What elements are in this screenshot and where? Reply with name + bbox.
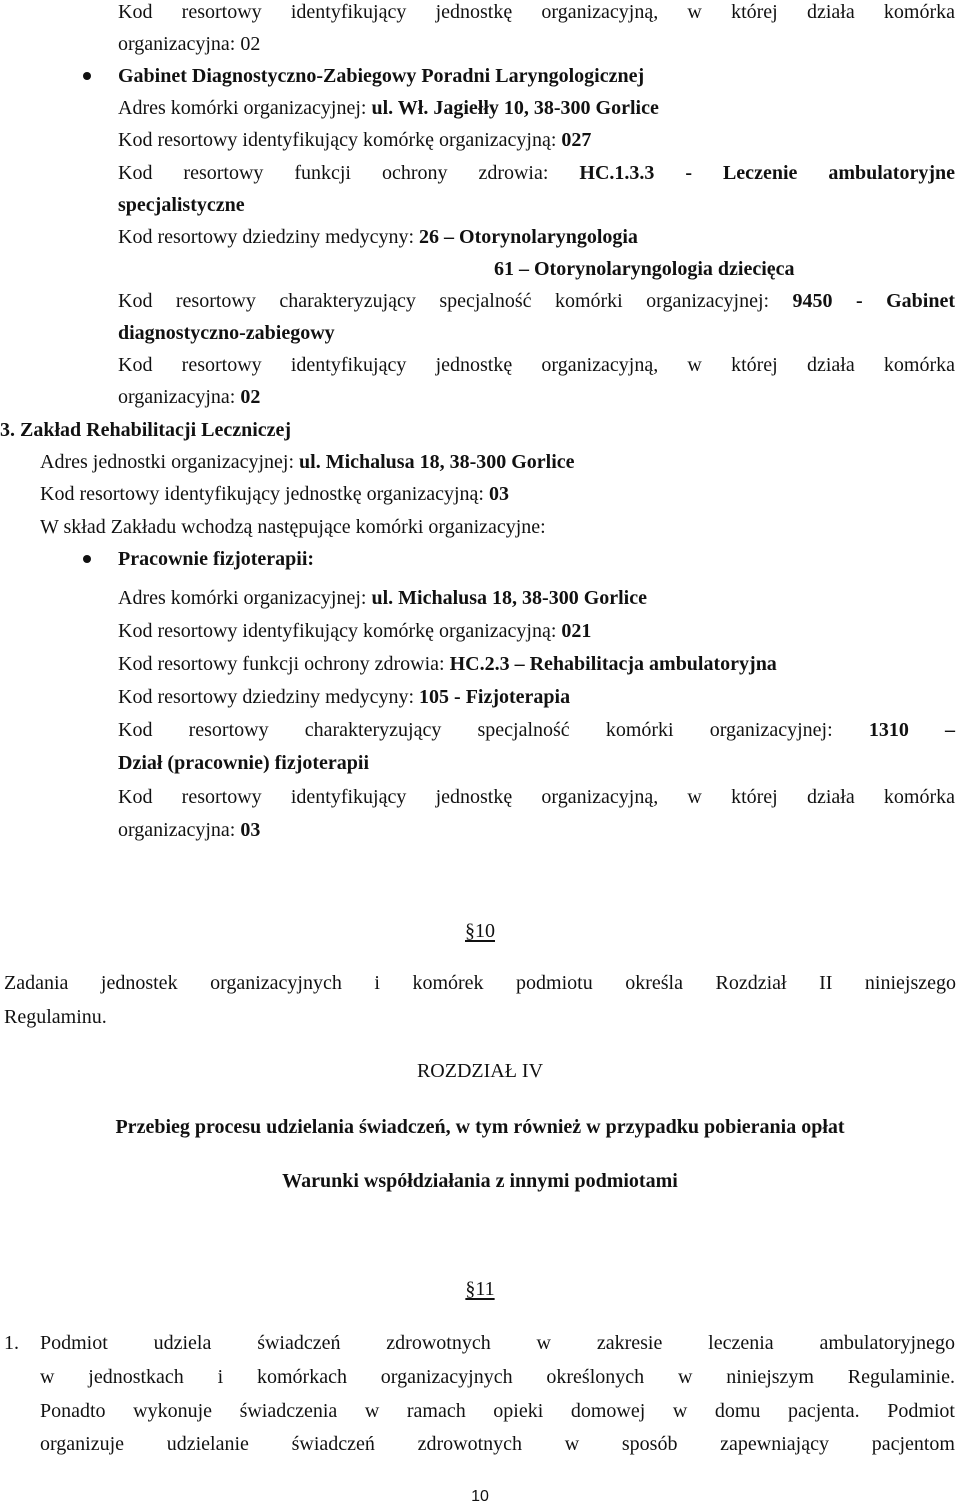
unit-code <box>40 482 509 506</box>
cell-code <box>118 128 591 152</box>
chapter-subtitle: Przebieg procesu udzielania świadczeń, w tym również w przypadku pobierania opłat <box>115 1116 845 1138</box>
specialty-code <box>118 289 955 313</box>
specialty-code-cont: diagnostyczno-zabiegowy <box>118 322 335 344</box>
domain-code <box>118 225 638 249</box>
parent-unit-code: Kod resortowy identyfikujący jednostkę organizacyjną, w której działa komórka <box>118 786 955 808</box>
page-number: 10 <box>471 1488 489 1505</box>
domain-code <box>118 685 570 709</box>
section-heading: 3. Zakład Rehabilitacji Leczniczej <box>0 419 292 441</box>
function-code-value: HC.2.3 – Rehabilitacja ambulatoryjna <box>449 653 777 675</box>
list-number: 1. <box>4 1332 19 1354</box>
specialty-code-label: Kod resortowy charakteryzujący specjalność komórki organizacyjnej: <box>118 719 833 741</box>
chapter-subtitle-2: Warunki współdziałania z innymi podmiotami <box>282 1170 678 1192</box>
unit-address-value: ul. Michalusa 18, 38-300 Gorlice <box>299 451 575 473</box>
composition-line: W skład Zakładu wchodzą następujące komórki organizacyjne: <box>40 516 546 538</box>
unit-address-label: Adres jednostki organizacyjnej: <box>40 451 295 473</box>
paragraph-text-cont: Regulaminu. <box>4 1006 107 1028</box>
cell-address-label: Adres komórki organizacyjnej: <box>118 97 367 119</box>
cell-address-label: Adres komórki organizacyjnej: <box>118 587 367 609</box>
parent-unit-code-value: 02 <box>240 386 261 408</box>
cell-code-label: Kod resortowy identyfikujący komórkę organizacyjną: <box>118 129 557 151</box>
cell-code <box>118 619 591 643</box>
parent-unit-code: Kod resortowy identyfikujący jednostkę organizacyjną, w której działa komórka <box>118 354 955 376</box>
domain-code-label: Kod resortowy dziedziny medycyny: <box>118 686 415 708</box>
cell-code-value: 027 <box>561 129 592 151</box>
list-item-text: Ponadto wykonuje świadczenia w ramach opieki domowej w domu pacjenta. Podmiot <box>40 1400 955 1422</box>
function-code-cont: specjalistyczne <box>118 194 245 216</box>
paragraph-symbol: §10 <box>465 920 495 942</box>
parent-unit-code-cont <box>118 818 260 842</box>
cell-code-value: 021 <box>561 620 592 642</box>
cell-address <box>118 586 647 610</box>
specialty-code-value: 9450 - Gabinet <box>792 290 955 312</box>
unit-code-line: Kod resortowy identyfikujący jednostkę organizacyjną, w której działa komórka <box>118 1 955 23</box>
bullet-icon <box>83 72 91 80</box>
domain-code-value-2: 61 – Otorynolaryngologia dziecięca <box>494 258 795 280</box>
parent-unit-code-label: organizacyjna: <box>118 819 236 841</box>
cell-address-value: ul. Wł. Jagiełły 10, 38-300 Gorlice <box>371 97 659 119</box>
parent-unit-code-label: organizacyjna: <box>118 386 236 408</box>
domain-code-label: Kod resortowy dziedziny medycyny: <box>118 226 415 248</box>
domain-code-value: 105 - Fizjoterapia <box>419 686 571 708</box>
bullet-icon <box>83 555 91 563</box>
specialty-code-cont: Dział (pracownie) fizjoterapii <box>118 752 370 774</box>
cell-address-value: ul. Michalusa 18, 38-300 Gorlice <box>371 587 647 609</box>
unit-code-line-cont: organizacyjna: 02 <box>118 33 261 55</box>
unit-code-value: 03 <box>488 483 509 505</box>
domain-code-value: 26 – Otorynolaryngologia <box>419 226 638 248</box>
unit-address <box>40 450 575 474</box>
specialty-code-label: Kod resortowy charakteryzujący specjalność komórki organizacyjnej: <box>118 290 770 312</box>
cell-name: Gabinet Diagnostyczno-Zabiegowy Poradni Laryngologicznej <box>118 65 645 87</box>
unit-code-label: Kod resortowy identyfikujący jednostkę organizacyjną: <box>40 483 484 505</box>
parent-unit-code-cont <box>118 385 260 409</box>
function-code-label: Kod resortowy funkcji ochrony zdrowia: <box>118 162 549 184</box>
function-code-value: HC.1.3.3 - Leczenie ambulatoryjne <box>579 162 955 184</box>
function-code-label: Kod resortowy funkcji ochrony zdrowia: <box>118 653 445 675</box>
paragraph-text: Zadania jednostek organizacyjnych i komórek podmiotu określa Rozdział II niniejszego <box>4 972 956 994</box>
function-code <box>118 652 777 676</box>
chapter-title: ROZDZIAŁ IV <box>416 1060 544 1082</box>
list-item-text: Podmiot udziela świadczeń zdrowotnych w zakresie leczenia ambulatoryjnego <box>40 1332 955 1354</box>
list-item-text: organizuje udzielanie świadczeń zdrowotnych w sposób zapewniający pacjentom <box>40 1433 955 1455</box>
cell-name: Pracownie fizjoterapii: <box>118 548 315 570</box>
parent-unit-code-value: 03 <box>240 819 261 841</box>
cell-code-label: Kod resortowy identyfikujący komórkę organizacyjną: <box>118 620 557 642</box>
paragraph-symbol: §11 <box>465 1278 495 1300</box>
cell-address <box>118 96 659 120</box>
function-code <box>118 161 955 185</box>
specialty-code <box>118 718 955 742</box>
specialty-code-value: 1310 – <box>868 719 956 741</box>
list-item-text: w jednostkach i komórkach organizacyjnych określonych w niniejszym Regulaminie. <box>40 1366 955 1388</box>
